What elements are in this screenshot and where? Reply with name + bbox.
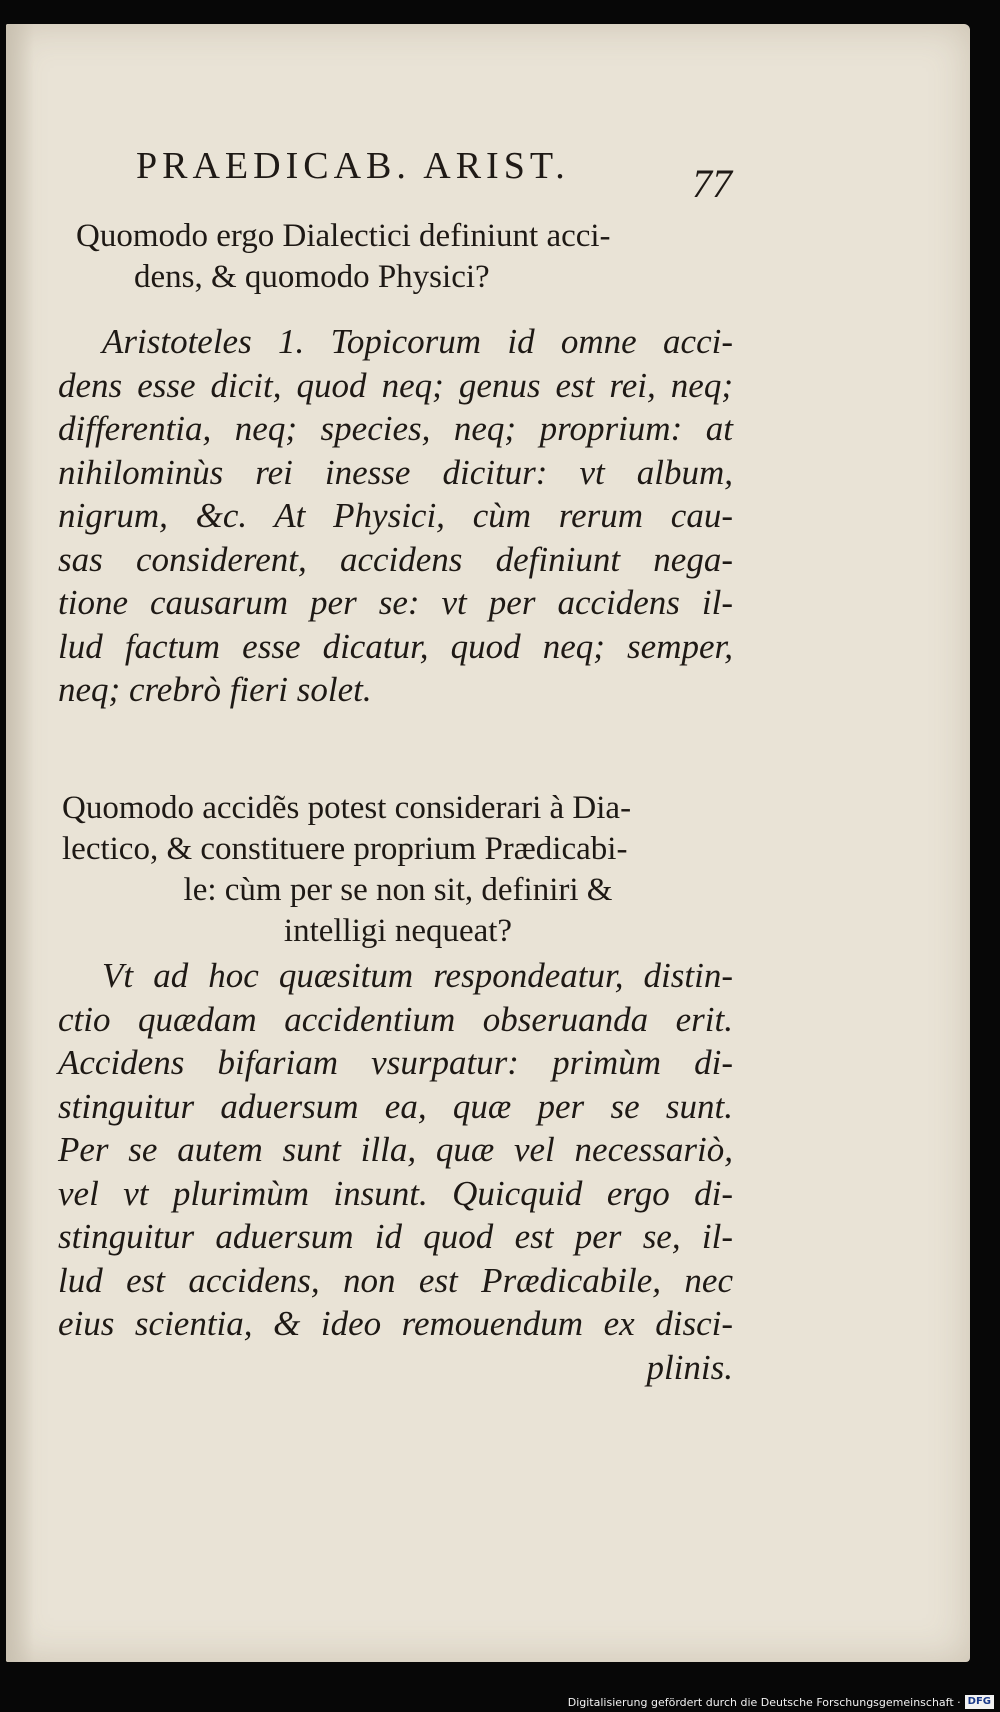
answer-line: sas considerent, accidens definiunt nega- (58, 539, 733, 579)
answer-line: vel vt plurimùm insunt. Quicquid ergo di- (58, 1173, 733, 1213)
answer-line: differentia, neq; species, neq; proprium: at (58, 409, 733, 448)
answer-line: Vt ad hoc quæsitum respondeatur, distin- (102, 956, 733, 995)
answer-2 (58, 954, 733, 1389)
question-line: Quomodo ergo Dialectici definiunt acci- (76, 218, 611, 254)
question-line: Quomodo accidẽs potest considerari à Dia- (62, 790, 632, 826)
answer-line: tione causarum per se: vt per accidens il- (58, 583, 733, 622)
question-1 (76, 216, 726, 298)
question-line: lectico, & constituere proprium Prædicabi- (62, 831, 628, 867)
question-line: dens, & quomodo Physici? (134, 259, 490, 295)
answer-1 (58, 320, 733, 712)
answer-line: dens esse dicit, quod neq; genus est rei, neq; (58, 365, 733, 405)
answer-line: nigrum, &c. At Physici, cùm rerum cau- (58, 496, 733, 535)
answer-line: Accidens bifariam vsurpatur: primùm di- (58, 1043, 733, 1082)
answer-line: lud est accidens, non est Prædicabile, nec (58, 1260, 733, 1300)
answer-line: Per se autem sunt illa, quæ vel necessariò, (58, 1130, 733, 1169)
answer-line: nihilominùs rei inesse dicitur: vt album, (58, 452, 733, 492)
answer-line: eius scientia, & ideo remouendum ex disci- (58, 1304, 733, 1343)
dfg-logo-icon: DFG (965, 1695, 994, 1709)
answer-line: stinguitur aduersum id quod est per se, il- (58, 1217, 733, 1256)
running-head: PRAEDICAB. ARIST. (136, 145, 570, 187)
answer-line: Aristoteles 1. Topicorum id omne acci- (102, 322, 733, 361)
question-line: intelligi nequeat? (283, 913, 513, 949)
book-page (6, 24, 970, 1662)
answer-line: ctio quædam accidentium obseruanda erit. (58, 999, 733, 1039)
answer-line: stinguitur aduersum ea, quæ per se sunt. (58, 1086, 733, 1126)
digitization-credit (568, 1692, 994, 1712)
credit-text: Digitalisierung gefördert durch die Deutsche Forschungsgemeinschaft · (567, 1695, 961, 1709)
page-number: 77 (692, 161, 732, 206)
page-spine-shadow (6, 24, 34, 1662)
question-2 (62, 788, 734, 952)
answer-line: plinis. (646, 1347, 733, 1387)
question-line: le: cùm per se non sit, definiri & (183, 872, 613, 908)
answer-line: lud factum esse dicatur, quod neq; semper, (58, 626, 733, 666)
answer-line: neq; crebrò fieri solet. (58, 670, 372, 709)
